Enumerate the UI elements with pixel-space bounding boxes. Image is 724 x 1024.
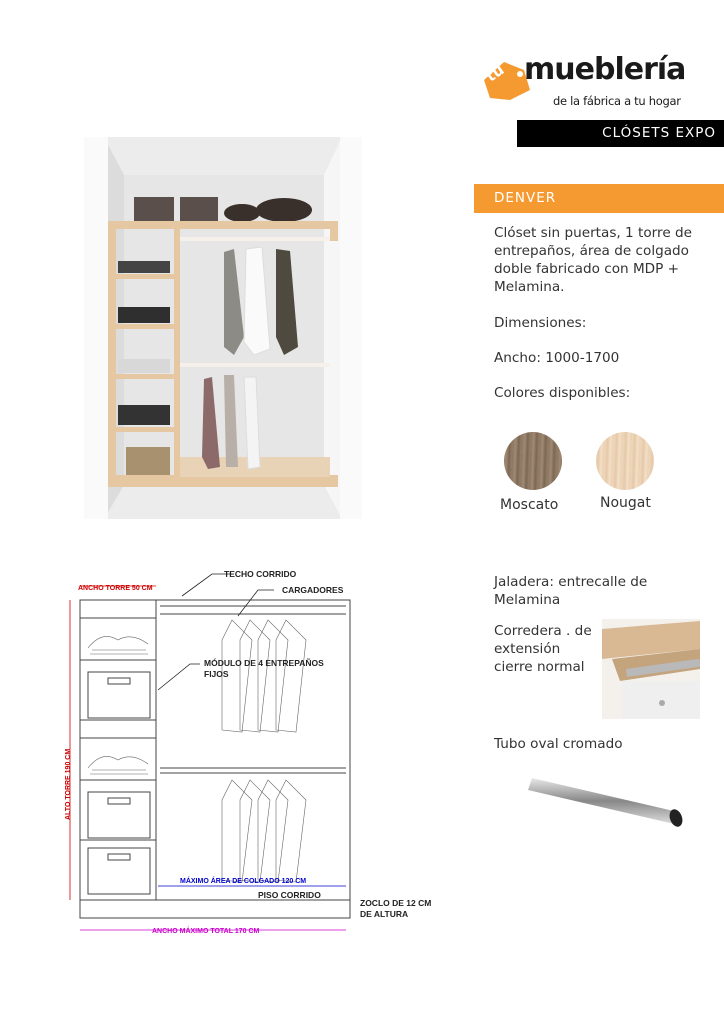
oval-tube-image [528,772,688,828]
closet-render-image [84,137,362,519]
closet-technical-diagram [62,560,452,945]
label-ancho-torre: ANCHO TORRE 50 CM [78,585,153,592]
product-description: Clóset sin puertas, 1 torre de entrepaños, área de colgado doble fabricado con MDP + Melamina. [494,225,692,295]
color-swatch-moscato [504,432,562,490]
label-modulo-2: FIJOS [204,669,229,679]
feature-jaladera: Jaladera: entrecalle de Melamina [494,574,648,608]
label-modulo-1: MÓDULO DE 4 ENTREPAÑOS [204,658,324,668]
colors-label: Colores disponibles: [494,385,631,401]
label-zoclo-1: ZOCLO DE 12 CM [360,898,432,908]
color-name-nougat: Nougat [600,495,651,511]
feature-corredera: Corredera . de extensión cierre normal [494,623,592,675]
brand-name: mueblería [524,52,686,87]
label-techo: TECHO CORRIDO [224,569,297,579]
label-alto-torre: ALTO TORRE 190 CM [65,748,72,820]
label-zoclo-2: DE ALTURA [360,909,409,919]
section-title: CLÓSETS EXPO [517,120,724,147]
product-name: DENVER [474,184,724,213]
slide-rail-image [602,619,700,719]
label-ancho-total: ANCHO MÁXIMO TOTAL 170 CM [152,928,260,935]
brand-logo [480,52,710,114]
brand-tagline: de la fábrica a tu hogar [553,94,681,108]
width-value: Ancho: 1000-1700 [494,350,620,366]
label-cargadores: CARGADORES [282,585,344,595]
color-swatch-nougat [596,432,654,490]
feature-tubo: Tubo oval cromado [494,736,623,752]
brand-tag-text: tu [482,60,508,86]
color-name-moscato: Moscato [500,497,559,513]
label-piso: PISO CORRIDO [258,890,321,900]
dimensions-label: Dimensiones: [494,315,587,331]
label-max-colgado: MÁXIMO ÁREA DE COLGADO 120 CM [180,878,307,885]
